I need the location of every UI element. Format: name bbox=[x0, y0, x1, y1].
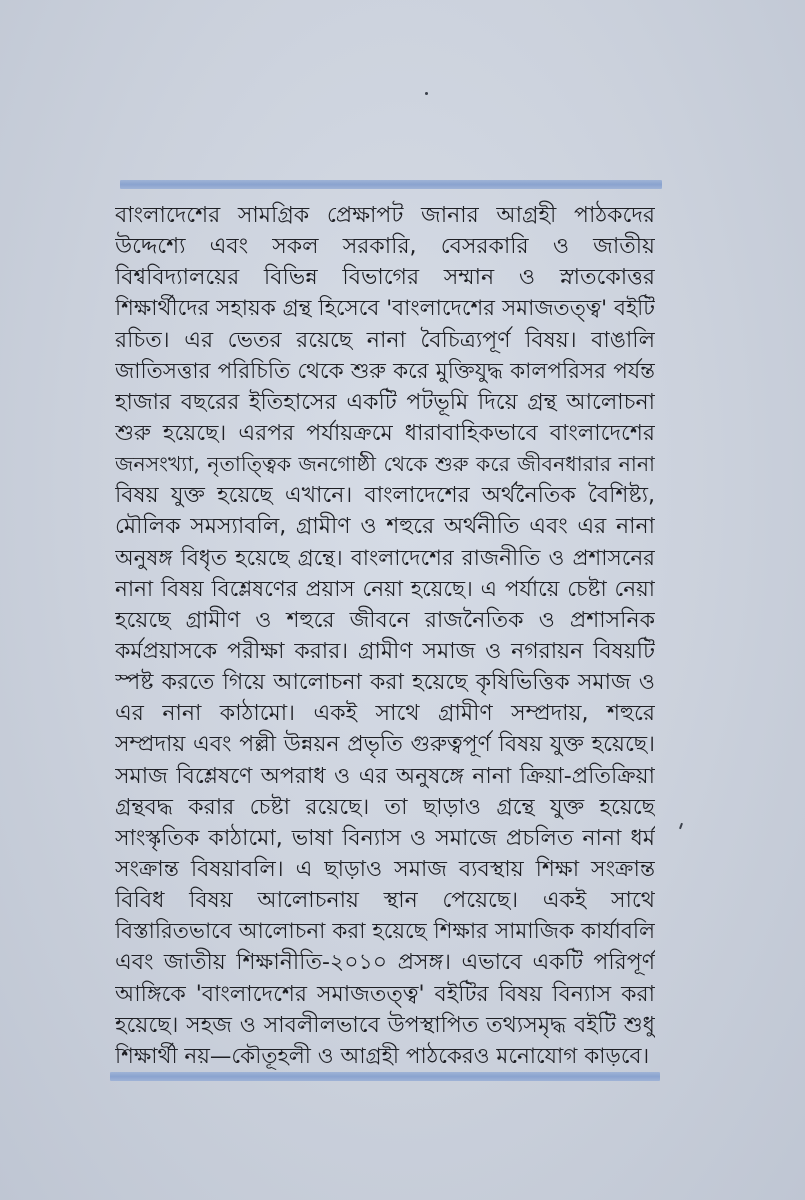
blurb-paragraph bbox=[115, 200, 655, 1069]
blurb-line: হাজার বছরের ইতিহাসের একটি পটভূমি দিয়ে গ্রন্থ আলোচনা bbox=[115, 389, 655, 415]
blurb-line: এর নানা কাঠামো। একই সাথে গ্রামীণ সম্প্রদায়, শহুরে bbox=[115, 701, 655, 727]
blurb-line: রচিত। এর ভেতর রয়েছে নানা বৈচিত্র্যপূর্ণ বিষয়। বাঙালি bbox=[115, 327, 655, 353]
blurb-line: জনসংখ্যা, নৃতাত্ত্বিক জনগোষ্ঠী থেকে শুরু করে জীবনধারার নানা bbox=[115, 452, 655, 477]
blurb-line: উদ্দেশ্যে এবং সকল সরকারি, বেসরকারি ও জাতীয় bbox=[115, 234, 655, 260]
blurb-line: সংক্রান্ত বিষয়াবলি। এ ছাড়াও সমাজ ব্যবস্থায় শিক্ষা সংক্রান্ত bbox=[115, 856, 655, 882]
blurb-line: সম্প্রদায় এবং পল্লী উন্নয়ন প্রভৃতি গুরুত্বপূর্ণ বিষয় যুক্ত হয়েছে। bbox=[115, 732, 655, 758]
ink-mark bbox=[679, 823, 683, 829]
blurb-line: স্পষ্ট করতে গিয়ে আলোচনা করা হয়েছে কৃষিভিত্তিক সমাজ ও bbox=[115, 670, 655, 696]
blurb-line: শিক্ষার্থীদের সহায়ক গ্রন্থ হিসেবে 'বাংলাদেশের সমাজতত্ত্ব' বইটি bbox=[115, 296, 655, 322]
blurb-line: এবং জাতীয় শিক্ষানীতি-২০১০ প্রসঙ্গ। এভাবে একটি পরিপূর্ণ bbox=[115, 950, 655, 976]
blurb-line: সমাজ বিশ্লেষণে অপরাধ ও এর অনুষঙ্গে নানা ক্রিয়া-প্রতিক্রিয়া bbox=[115, 763, 655, 789]
blurb-line: মৌলিক সমস্যাবলি, গ্রামীণ ও শহুরে অর্থনীতি এবং এর নানা bbox=[115, 514, 655, 540]
blurb-line: শুরু হয়েছে। এরপর পর্যায়ক্রমে ধারাবাহিকভাবে বাংলাদেশের bbox=[115, 420, 655, 446]
blurb-line: কর্মপ্রয়াসকে পরীক্ষা করার। গ্রামীণ সমাজ ও নগরায়ন বিষয়টি bbox=[115, 638, 655, 664]
blurb-line: বিবিধ বিষয় আলোচনায় স্থান পেয়েছে। একই সাথে bbox=[115, 888, 655, 914]
blurb-line: সাংস্কৃতিক কাঠামো, ভাষা বিন্যাস ও সমাজে প্রচলিত নানা ধর্ম bbox=[115, 825, 655, 851]
blurb-line: শিক্ষার্থী নয়—কৌতূহলী ও আগ্রহী পাঠকেরও মনোযোগ কাড়বে। bbox=[115, 1043, 650, 1069]
bottom-divider-bar bbox=[110, 1072, 660, 1081]
blurb-line: বাংলাদেশের সামগ্রিক প্রেক্ষাপট জানার আগ্রহী পাঠকদের bbox=[115, 203, 655, 228]
blurb-line: বিষয় যুক্ত হয়েছে এখানে। বাংলাদেশের অর্থনৈতিক বৈশিষ্ট্য, bbox=[115, 483, 655, 509]
print-speck bbox=[425, 92, 428, 95]
blurb-line: বিস্তারিতভাবে আলোচনা করা হয়েছে শিক্ষার সামাজিক কার্যাবলি bbox=[115, 919, 655, 945]
blurb-line: আঙ্গিকে 'বাংলাদেশের সমাজতত্ত্ব' বইটির বিষয় বিন্যাস করা bbox=[115, 981, 655, 1007]
blurb-line: হয়েছে গ্রামীণ ও শহুরে জীবনে রাজনৈতিক ও প্রশাসনিক bbox=[115, 607, 655, 633]
blurb-line: গ্রন্থবদ্ধ করার চেষ্টা রয়েছে। তা ছাড়াও গ্রন্থে যুক্ত হয়েছে bbox=[115, 794, 655, 820]
blurb-line: হয়েছে। সহজ ও সাবলীলভাবে উপস্থাপিত তথ্যসমৃদ্ধ বইটি শুধু bbox=[115, 1012, 655, 1038]
blurb-line: নানা বিষয় বিশ্লেষণের প্রয়াস নেয়া হয়েছে। এ পর্যায়ে চেষ্টা নেয়া bbox=[115, 576, 655, 602]
blurb-line: বিশ্ববিদ্যালয়ের বিভিন্ন বিভাগের সম্মান ও স্নাতকোত্তর bbox=[115, 265, 655, 291]
blurb-line: জাতিসত্তার পরিচিতি থেকে শুরু করে মুক্তিযুদ্ধ কালপরিসর পর্যন্ত bbox=[115, 358, 655, 384]
top-divider-bar bbox=[120, 180, 662, 189]
blurb-line: অনুষঙ্গ বিধৃত হয়েছে গ্রন্থে। বাংলাদেশের রাজনীতি ও প্রশাসনের bbox=[115, 545, 655, 571]
